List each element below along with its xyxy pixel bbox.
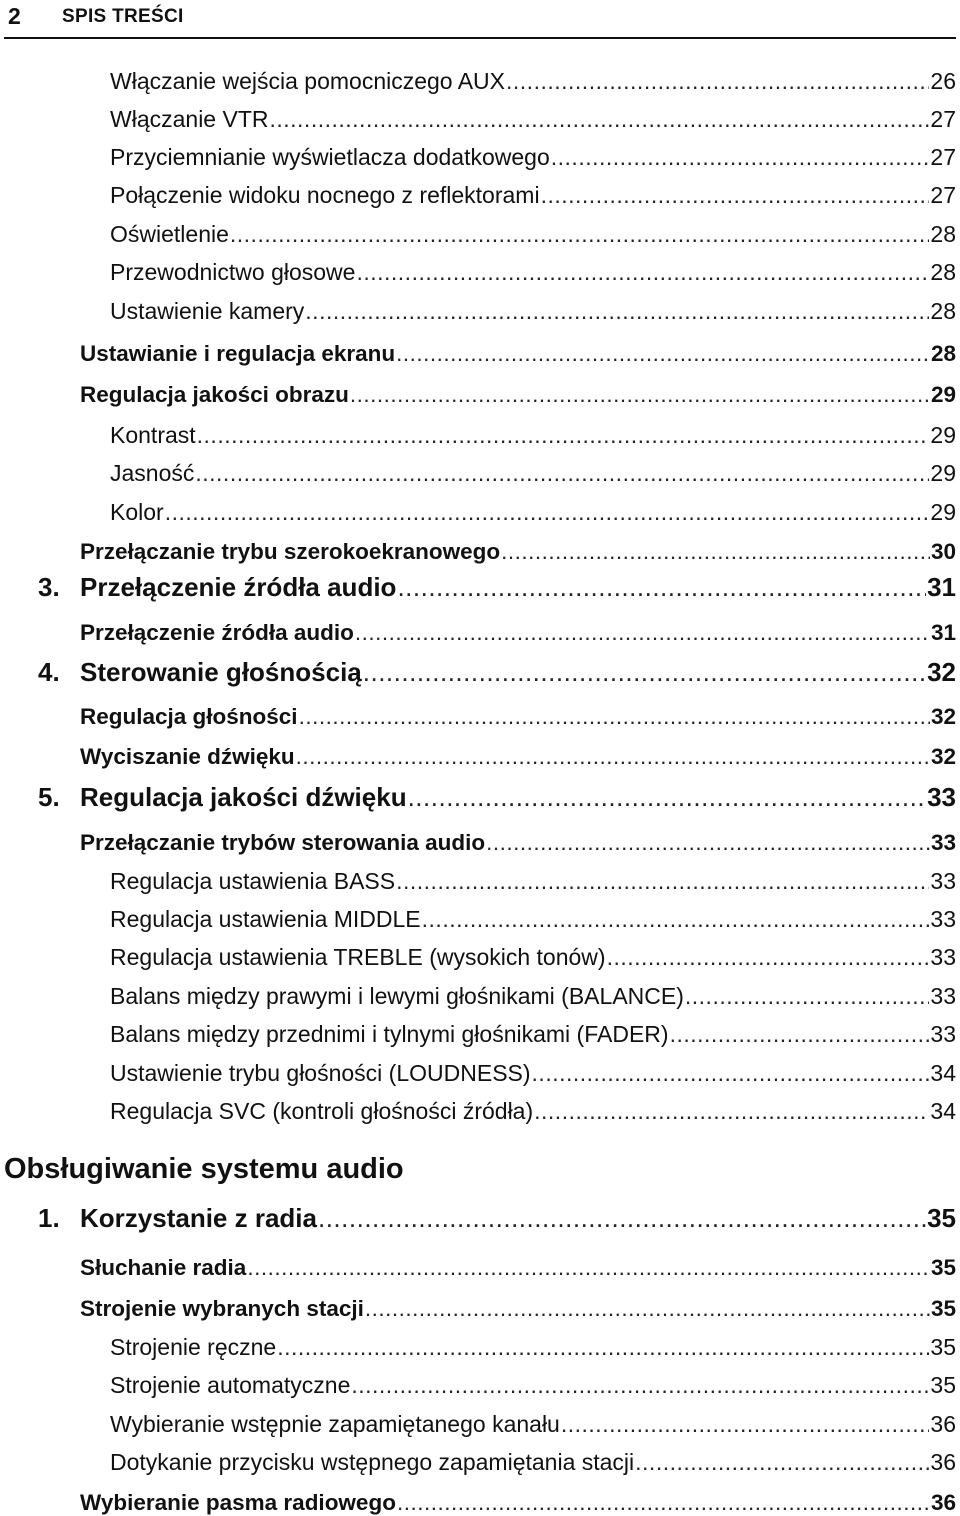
toc-page-number: 27 xyxy=(930,106,956,132)
toc-entry-title xyxy=(110,182,540,209)
toc-entry-title xyxy=(80,620,354,646)
toc-entry-sub[interactable] xyxy=(110,252,956,286)
dot-leader xyxy=(277,1334,929,1361)
toc-entry-sub[interactable] xyxy=(110,1053,956,1087)
toc-entry-chapter[interactable] xyxy=(38,1200,956,1234)
page-number: 2 xyxy=(8,3,21,29)
toc-page-number: 36 xyxy=(930,1411,956,1437)
toc-entry-label: Ustawianie i regulacja ekranu xyxy=(80,341,396,366)
toc-page-number: 28 xyxy=(930,259,956,285)
toc-entry-chapter[interactable] xyxy=(38,654,956,688)
dot-leader xyxy=(534,1098,929,1125)
dot-leader xyxy=(541,182,930,209)
toc-entry-label: Wyciszanie dźwięku xyxy=(80,744,295,769)
dot-leader xyxy=(247,1255,930,1281)
toc-entry-title xyxy=(110,499,164,526)
dot-leader xyxy=(296,744,930,770)
toc-entry-sub[interactable] xyxy=(110,99,956,133)
toc-page-number: 32 xyxy=(927,657,956,687)
toc-entry-title xyxy=(80,704,298,730)
toc-page-number: 35 xyxy=(927,1203,956,1233)
dot-leader xyxy=(356,259,929,286)
toc-page-number: 29 xyxy=(930,460,956,486)
toc-entry-sub[interactable] xyxy=(110,453,956,487)
toc-page-number: 29 xyxy=(930,499,956,525)
toc-entry-label: Regulacja ustawienia TREBLE (wysokich tonów) xyxy=(110,944,606,970)
toc-page-number: 28 xyxy=(930,341,956,366)
dot-leader xyxy=(355,620,930,646)
toc-page-number: 26 xyxy=(930,68,956,94)
toc-page-number: 32 xyxy=(930,704,956,729)
toc-entry-title xyxy=(110,144,550,171)
toc-entry-label: Włączanie wejścia pomocniczego AUX xyxy=(110,68,506,94)
toc-entry-label: Regulacja ustawienia BASS xyxy=(110,868,396,894)
toc-entry-label: Strojenie automatyczne xyxy=(110,1372,351,1398)
toc-entry-label: Ustawienie kamery xyxy=(110,298,305,324)
toc-entry-chapter[interactable] xyxy=(38,569,956,603)
toc-entry-title xyxy=(110,1334,276,1361)
toc-page-number: 33 xyxy=(927,782,956,812)
toc-page-number: 35 xyxy=(930,1255,956,1280)
toc-entry-title xyxy=(110,1449,634,1476)
toc-entry-sub[interactable] xyxy=(110,976,956,1010)
toc-entry-title xyxy=(38,1203,317,1234)
toc-entry-label: Przełączenie źródła audio xyxy=(80,620,354,645)
toc-entry-label: Regulacja jakości dźwięku xyxy=(80,782,407,812)
toc-page-number: 28 xyxy=(930,221,956,247)
toc-entry-label: Oświetlenie xyxy=(110,221,229,247)
toc-entry-sub[interactable] xyxy=(110,1091,956,1125)
toc-entry-sub[interactable] xyxy=(110,415,956,449)
toc-entry-chapter[interactable] xyxy=(38,779,956,813)
toc-page-number: 28 xyxy=(930,298,956,324)
dot-leader xyxy=(607,944,930,971)
toc-entry-section[interactable] xyxy=(80,531,956,565)
toc-entry-label: Słuchanie radia xyxy=(80,1255,247,1280)
toc-page-number: 35 xyxy=(930,1334,956,1360)
toc-entry-title xyxy=(110,422,196,449)
toc-page-number: 35 xyxy=(930,1296,956,1321)
toc-entry-title xyxy=(110,906,421,933)
toc-entry-label: Regulacja SVC (kontroli głośności źródła) xyxy=(110,1098,534,1124)
toc-entry-section[interactable] xyxy=(80,736,956,770)
dot-leader xyxy=(318,1203,926,1234)
dot-leader xyxy=(422,906,930,933)
toc-entry-label: Przewodnictwo głosowe xyxy=(110,259,356,285)
toc-entry-title xyxy=(80,744,295,770)
toc-page-number: 31 xyxy=(930,620,956,645)
toc-entry-label: Balans między prawymi i lewymi głośnikami (BALANCE) xyxy=(110,983,684,1009)
toc-entry-title xyxy=(80,341,395,367)
toc-entry-title xyxy=(110,259,355,286)
toc-entry-sub[interactable] xyxy=(110,937,956,971)
toc-page-number: 30 xyxy=(930,539,956,564)
toc-entry-sub[interactable] xyxy=(110,137,956,171)
toc-entry-label: Połączenie widoku nocnego z reflektorami xyxy=(110,182,540,208)
chapter-number: 3. xyxy=(38,572,60,602)
toc-entry-sub[interactable] xyxy=(110,1014,956,1048)
toc-entry-section[interactable] xyxy=(80,1482,956,1516)
toc-entry-title xyxy=(110,106,268,133)
toc-page-number: 33 xyxy=(930,830,956,855)
toc-entry-sub[interactable] xyxy=(110,1327,956,1361)
toc-entry-label: Wybieranie pasma radiowego xyxy=(80,1490,396,1515)
toc-entry-title xyxy=(110,68,505,95)
toc-entry-sub[interactable] xyxy=(110,1365,956,1399)
toc-entry-label: Balans między przednimi i tylnymi głośnikami (FADER) xyxy=(110,1021,669,1047)
dot-leader xyxy=(197,422,930,449)
dot-leader xyxy=(685,983,930,1010)
toc-entry-section[interactable] xyxy=(80,696,956,730)
toc-entry-sub[interactable] xyxy=(110,214,956,248)
toc-entry-label: Kolor xyxy=(110,499,164,525)
toc-entry-label: Przełączanie trybu szerokoekranowego xyxy=(80,539,501,564)
toc-entry-section[interactable] xyxy=(80,333,956,367)
dot-leader xyxy=(506,68,929,95)
toc-entry-label: Regulacja głośności xyxy=(80,704,298,729)
toc-entry-sub[interactable] xyxy=(110,899,956,933)
toc-page-number: 27 xyxy=(930,182,956,208)
part-title: Obsługiwanie systemu audio xyxy=(4,1153,404,1185)
toc-entry-title xyxy=(80,382,349,408)
toc-entry-title xyxy=(80,539,500,565)
toc-entry-label: Sterowanie głośnością xyxy=(80,657,362,687)
toc-entry-sub[interactable] xyxy=(110,1442,956,1476)
toc-entry-sub[interactable] xyxy=(110,61,956,95)
chapter-number: 4. xyxy=(38,657,60,687)
toc-page-number: 33 xyxy=(930,868,956,894)
toc-entry-title xyxy=(80,1296,364,1322)
toc-entry-label: Przełączanie trybów sterowania audio xyxy=(80,830,486,855)
toc-entry-title xyxy=(80,1490,396,1516)
toc-entry-sub[interactable] xyxy=(110,175,956,209)
dot-leader xyxy=(363,657,926,688)
toc-entry-label: Włączanie VTR xyxy=(110,106,269,132)
toc-entry-title xyxy=(110,1060,531,1087)
toc-page-number: 33 xyxy=(930,983,956,1009)
toc-entry-title xyxy=(80,830,485,856)
header-title: SPIS TREŚCI xyxy=(62,6,184,27)
dot-leader xyxy=(305,298,929,325)
toc-entry-label: Przełączenie źródła audio xyxy=(80,572,397,602)
toc-entry-title xyxy=(110,983,684,1010)
toc-entry-label: Regulacja jakości obrazu xyxy=(80,382,349,407)
toc-entry-label: Regulacja ustawienia MIDDLE xyxy=(110,906,421,932)
dot-leader xyxy=(561,1411,930,1438)
dot-leader xyxy=(195,460,929,487)
toc-entry-sub[interactable] xyxy=(110,492,956,526)
toc-page-number: 33 xyxy=(930,1021,956,1047)
toc-entry-title xyxy=(38,572,396,603)
dot-leader xyxy=(396,341,930,367)
toc-page-number: 36 xyxy=(930,1490,956,1515)
toc-entry-label: Strojenie ręczne xyxy=(110,1334,277,1360)
dot-leader xyxy=(396,868,929,895)
toc-entry-title xyxy=(110,1098,533,1125)
toc-page-number: 36 xyxy=(930,1449,956,1475)
toc-entry-title xyxy=(110,1411,560,1438)
toc-entry-label: Przyciemnianie wyświetlacza dodatkowego xyxy=(110,144,550,170)
dot-leader xyxy=(532,1060,930,1087)
toc-entry-label: Jasność xyxy=(110,460,195,486)
dot-leader xyxy=(486,830,930,856)
toc-entry-title xyxy=(38,657,362,688)
dot-leader xyxy=(351,1372,929,1399)
toc-entry-section[interactable] xyxy=(80,612,956,646)
toc-page-number: 27 xyxy=(930,144,956,170)
toc-entry-title xyxy=(110,1021,669,1048)
toc-page-number: 34 xyxy=(930,1060,956,1086)
dot-leader xyxy=(397,1490,930,1516)
dot-leader xyxy=(165,499,930,526)
toc-entry-label: Ustawienie trybu głośności (LOUDNESS) xyxy=(110,1060,531,1086)
toc-entry-label: Strojenie wybranych stacji xyxy=(80,1296,364,1321)
dot-leader xyxy=(501,539,930,565)
dot-leader xyxy=(365,1296,930,1322)
dot-leader xyxy=(670,1021,930,1048)
toc-entry-section[interactable] xyxy=(80,1288,956,1322)
toc-entry-section[interactable] xyxy=(80,1247,956,1281)
dot-leader xyxy=(635,1449,929,1476)
toc-entry-section[interactable] xyxy=(80,374,956,408)
toc-page-number: 34 xyxy=(930,1098,956,1124)
dot-leader xyxy=(230,221,930,248)
toc-page-number: 32 xyxy=(930,744,956,769)
dot-leader xyxy=(551,144,930,171)
toc-page-number: 35 xyxy=(930,1372,956,1398)
toc-entry-sub[interactable] xyxy=(110,1404,956,1438)
toc-entry-label: Korzystanie z radia xyxy=(80,1203,317,1233)
toc-entry-label: Dotykanie przycisku wstępnego zapamiętania stacji xyxy=(110,1449,635,1475)
toc-page-number: 33 xyxy=(930,906,956,932)
toc-entry-title xyxy=(110,1372,350,1399)
toc-entry-label: Wybieranie wstępnie zapamiętanego kanału xyxy=(110,1411,560,1437)
toc-entry-title xyxy=(38,782,407,813)
chapter-number: 5. xyxy=(38,782,60,812)
dot-leader xyxy=(350,382,930,408)
toc-entry-title xyxy=(80,1255,246,1281)
toc-entry-section[interactable] xyxy=(80,822,956,856)
toc-entry-title xyxy=(110,944,606,971)
dot-leader xyxy=(299,704,930,730)
toc-entry-title xyxy=(110,221,229,248)
toc-page-number: 29 xyxy=(930,382,956,407)
dot-leader xyxy=(408,782,927,813)
chapter-number: 1. xyxy=(38,1203,60,1233)
toc-entry-title xyxy=(110,868,395,895)
toc-page-number: 29 xyxy=(930,422,956,448)
toc-entry-sub[interactable] xyxy=(110,291,956,325)
toc-page-number: 31 xyxy=(927,572,956,602)
dot-leader xyxy=(269,106,929,133)
toc-entry-sub[interactable] xyxy=(110,861,956,895)
toc-page-number: 33 xyxy=(930,944,956,970)
dot-leader xyxy=(397,572,926,603)
toc-entry-title xyxy=(110,298,304,325)
toc-entry-title xyxy=(110,460,194,487)
toc-entry-label: Kontrast xyxy=(110,422,196,448)
